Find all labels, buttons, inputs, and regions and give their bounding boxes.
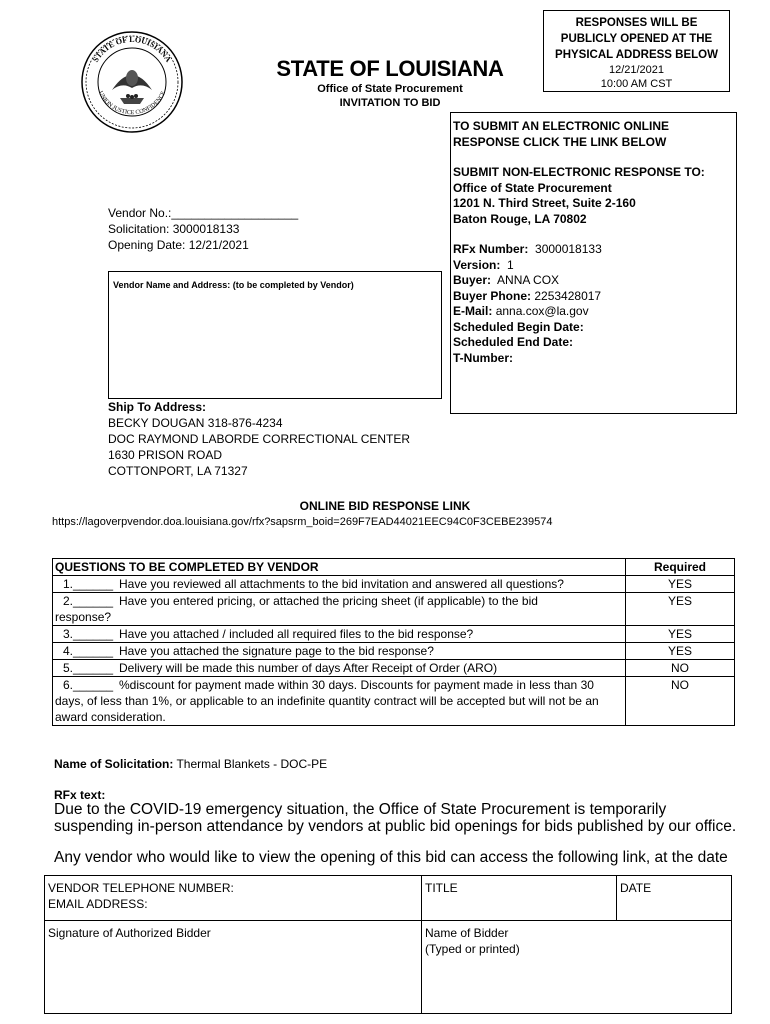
svg-text:STATE OF LOUISIANA xyxy=(91,35,173,64)
email-value[interactable]: anna.cox@la.gov xyxy=(495,304,589,318)
office-name: Office of State Procurement xyxy=(317,83,463,95)
title-label: TITLE xyxy=(425,881,458,895)
vendor-name-address-label: Vendor Name and Address: (to be completed by Vendor) xyxy=(113,280,354,290)
vendor-name-address-field[interactable] xyxy=(108,271,442,399)
submission-info-box xyxy=(450,112,737,414)
vendor-number[interactable]: Vendor No.:___________________ xyxy=(108,206,299,220)
signature-table xyxy=(44,875,732,1014)
required-header: Required xyxy=(626,559,735,576)
rfx-text-paragraph-1: Due to the COVID-19 emergency situation, the Office of State Procurement is temporarily suspending in-person attendance by vendors at public bid openings for bids published by our office. xyxy=(54,801,737,835)
notice-line-2: PUBLICLY OPENED AT THE xyxy=(560,33,713,45)
required-value: YES xyxy=(626,593,735,626)
title-field[interactable] xyxy=(422,876,617,921)
question-cell xyxy=(53,660,626,677)
answer-blank[interactable]: 4.______ xyxy=(63,644,114,658)
table-row xyxy=(53,677,735,726)
question-cell xyxy=(53,593,626,626)
rfx-number-label: RFx Number: xyxy=(453,242,529,256)
answer-blank[interactable]: 6.______ xyxy=(63,678,114,692)
end-date-label: Scheduled End Date: xyxy=(453,335,574,349)
address-line-3: Baton Rouge, LA 70802 xyxy=(453,211,587,226)
buyer-row xyxy=(453,273,734,289)
signature-row-1 xyxy=(45,876,732,921)
ship-to-line: BECKY DOUGAN 318-876-4234 xyxy=(108,416,283,430)
t-number-label: T-Number: xyxy=(453,350,513,365)
signature-field[interactable] xyxy=(45,921,422,1014)
question-text: Have you entered pricing, or attached the pricing sheet (if applicable) to the bid xyxy=(119,594,538,608)
rfx-number-row xyxy=(453,242,734,258)
seal-text-bottom: UNION JUSTICE CONFIDENCE xyxy=(96,90,168,117)
electronic-instruction-2: RESPONSE CLICK THE LINK BELOW xyxy=(453,134,667,149)
begin-date-label: Scheduled Begin Date: xyxy=(453,319,584,334)
online-bid-link[interactable]: https://lagoverpvendor.doa.louisiana.gov/rfx?sapsrm_boid=269F7EAD44021EEC94C0F3CEBE239574 xyxy=(52,516,553,528)
rfx-text-paragraph-2: Any vendor who would like to view the opening of this bid can access the following link, at the date xyxy=(54,849,728,866)
question-cell xyxy=(53,626,626,643)
seal-text-top: STATE OF LOUISIANA xyxy=(90,34,174,64)
email-address-label: EMAIL ADDRESS: xyxy=(48,897,148,911)
date-label: DATE xyxy=(620,881,652,895)
solicitation-name-label: Name of Solicitation: xyxy=(54,757,174,771)
answer-blank[interactable]: 3.______ xyxy=(63,627,114,641)
answer-blank[interactable]: 2.______ xyxy=(63,594,114,608)
ship-to-line: DOC RAYMOND LABORDE CORRECTIONAL CENTER xyxy=(108,432,411,446)
page-title: STATE OF LOUISIANA xyxy=(276,56,504,81)
solicitation-name xyxy=(54,757,327,771)
table-row xyxy=(53,660,735,677)
required-value: YES xyxy=(626,643,735,660)
buyer-phone-value: 2253428017 xyxy=(534,288,602,303)
version-value: 1 xyxy=(507,257,514,272)
state-seal-logo xyxy=(80,30,184,134)
vendor-info xyxy=(108,205,298,253)
buyer-phone-row xyxy=(453,289,734,305)
table-header-row xyxy=(53,559,735,576)
bidder-name-field[interactable] xyxy=(422,921,732,1014)
ship-to-label: Ship To Address: xyxy=(108,400,207,414)
solicitation-number: Solicitation: 3000018133 xyxy=(108,222,240,236)
answer-blank[interactable]: 5.______ xyxy=(63,661,114,675)
vendor-contact-field[interactable] xyxy=(45,876,422,921)
table-row xyxy=(53,643,735,660)
question-text-cont: days, of less than 1%, or applicable to an indefinite quantity contract will be accepted but will not be an award consideration. xyxy=(55,694,599,724)
buyer-label: Buyer: xyxy=(453,273,492,287)
questions-header: QUESTIONS TO BE COMPLETED BY VENDOR xyxy=(53,559,626,576)
document-type: INVITATION TO BID xyxy=(339,97,441,109)
ship-to-address xyxy=(108,399,410,479)
required-value: NO xyxy=(626,660,735,677)
notice-line-3: PHYSICAL ADDRESS BELOW xyxy=(555,49,718,61)
notice-time: 10:00 AM CST xyxy=(600,78,673,90)
email-label: E-Mail: xyxy=(453,304,493,318)
question-text: Have you reviewed all attachments to the bid invitation and answered all questions? xyxy=(119,577,564,591)
bidder-name-sublabel: (Typed or printed) xyxy=(425,942,520,956)
question-text-cont: response? xyxy=(55,610,112,624)
bidder-name-label: Name of Bidder xyxy=(425,926,509,940)
question-text: Have you attached the signature page to the bid response? xyxy=(119,644,434,658)
notice-date: 12/21/2021 xyxy=(608,64,665,76)
question-cell xyxy=(53,677,626,726)
address-line-2: 1201 N. Third Street, Suite 2-160 xyxy=(453,196,636,210)
rfx-number-value: 3000018133 xyxy=(535,242,602,256)
ship-to-line: COTTONPORT, LA 71327 xyxy=(108,464,248,478)
question-text: %discount for payment made within 30 days. Discounts for payment made in less than 30 xyxy=(119,678,594,692)
ship-to-line: 1630 PRISON ROAD xyxy=(108,448,223,462)
opening-date: Opening Date: 12/21/2021 xyxy=(108,238,249,252)
rfx-text-label: RFx text: xyxy=(54,788,106,802)
version-row xyxy=(453,258,734,274)
notice-line-1: RESPONSES WILL BE xyxy=(575,17,698,29)
required-value: YES xyxy=(626,626,735,643)
online-link-heading: ONLINE BID RESPONSE LINK xyxy=(299,499,471,513)
solicitation-name-value: Thermal Blankets - DOC-PE xyxy=(176,757,328,771)
buyer-value: ANNA COX xyxy=(497,273,560,287)
table-row xyxy=(53,576,735,593)
table-row xyxy=(53,593,735,626)
answer-blank[interactable]: 1.______ xyxy=(63,577,114,591)
table-row xyxy=(53,626,735,643)
required-value: YES xyxy=(626,576,735,593)
opening-notice-box xyxy=(543,10,730,92)
question-cell xyxy=(53,576,626,593)
signature-row-2 xyxy=(45,921,732,1014)
signature-label: Signature of Authorized Bidder xyxy=(48,926,211,940)
address-line-1: Office of State Procurement xyxy=(453,180,612,195)
question-text: Have you attached / included all required files to the bid response? xyxy=(119,627,474,641)
version-label: Version: xyxy=(453,257,501,272)
vendor-questions-table xyxy=(52,558,735,726)
question-cell xyxy=(53,643,626,660)
question-text: Delivery will be made this number of days After Receipt of Order (ARO) xyxy=(119,661,498,675)
required-value: NO xyxy=(626,677,735,726)
electronic-instruction-1: TO SUBMIT AN ELECTRONIC ONLINE xyxy=(453,119,669,133)
date-field[interactable] xyxy=(617,876,732,921)
non-electronic-heading: SUBMIT NON-ELECTRONIC RESPONSE TO: xyxy=(453,165,705,179)
email-row xyxy=(453,304,734,320)
vendor-phone-label: VENDOR TELEPHONE NUMBER: xyxy=(48,881,234,895)
page-subtitle xyxy=(280,82,500,110)
buyer-phone-label: Buyer Phone: xyxy=(453,288,532,303)
